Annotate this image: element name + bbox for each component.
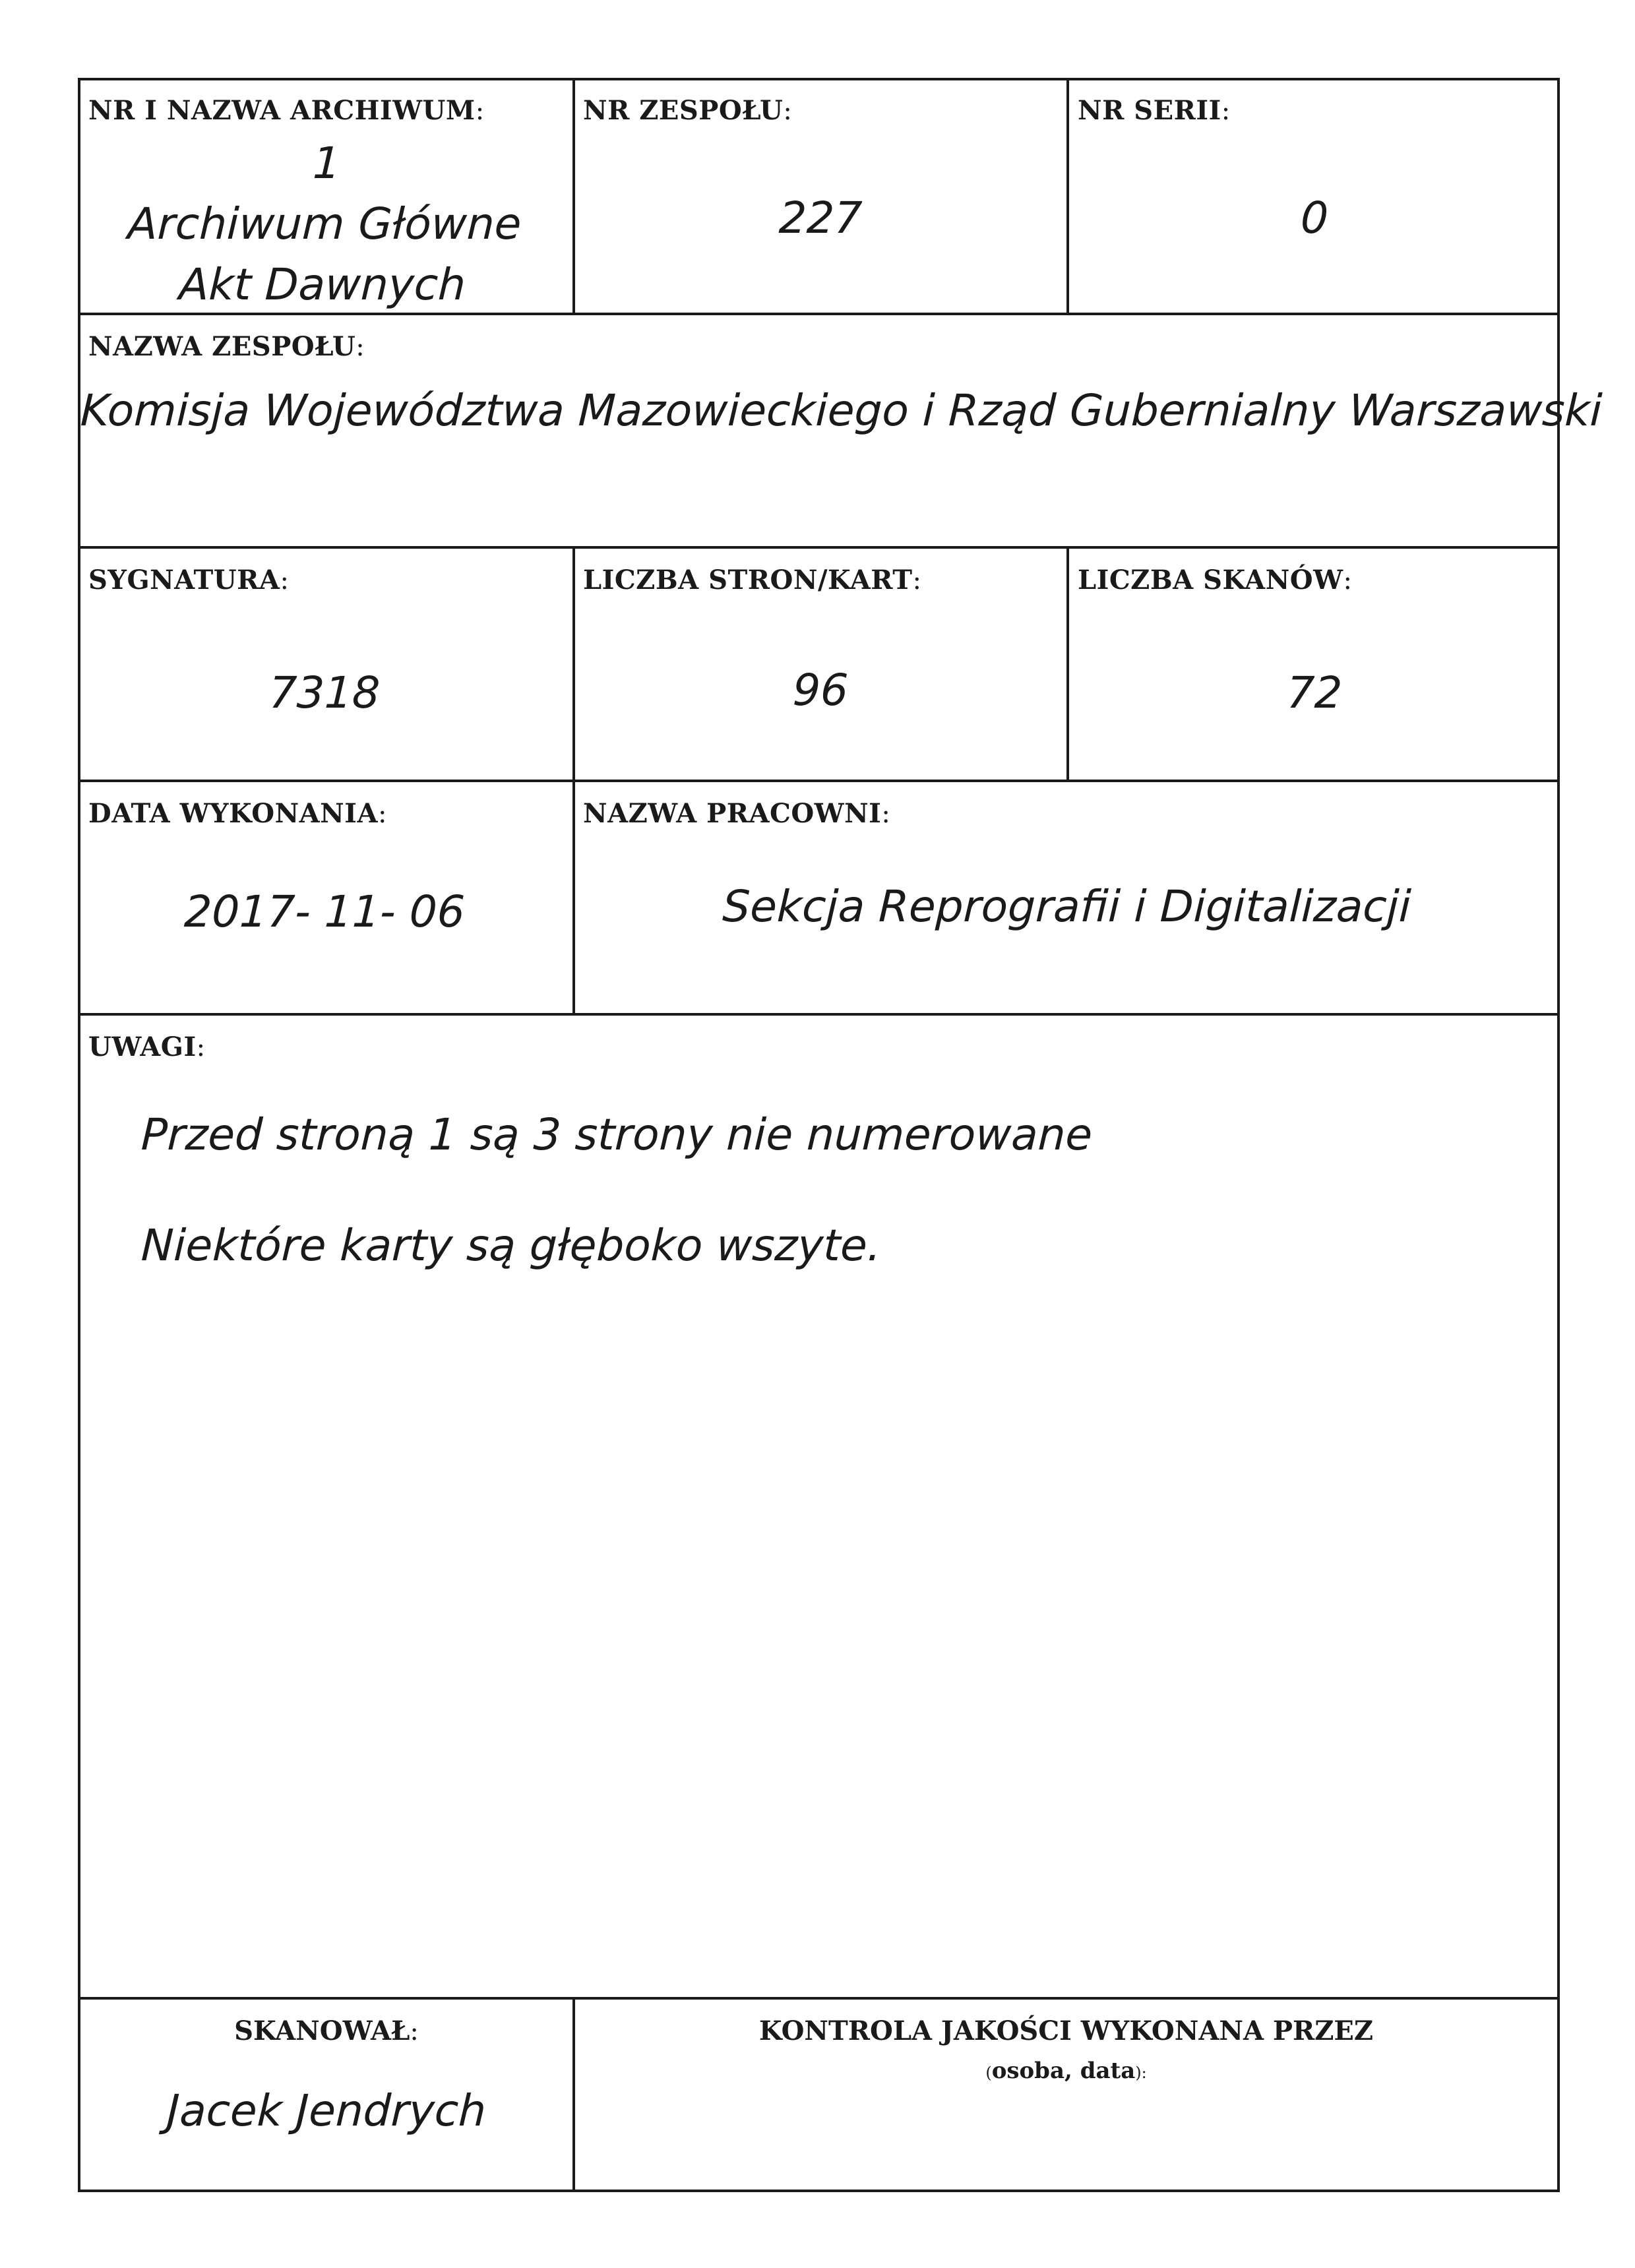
row-divider bbox=[80, 546, 1557, 549]
col-divider bbox=[1066, 546, 1069, 780]
remarks-line-2: Niektóre karty są głęboko wszyte. bbox=[140, 1220, 882, 1271]
pages-value: 96 bbox=[791, 665, 849, 716]
archive-value: 1 Archiwum Główne Akt Dawnych bbox=[127, 138, 522, 310]
scanned-by-label: SKANOWAŁ: bbox=[234, 2015, 419, 2046]
quality-control-sub: (osoba, data): bbox=[985, 2058, 1147, 2084]
col-divider bbox=[572, 546, 575, 780]
row-divider bbox=[80, 780, 1557, 782]
pages-label: LICZBA STRON/KART: bbox=[583, 565, 922, 596]
series-no-value: 0 bbox=[1299, 193, 1330, 243]
remarks-line-1: Przed stroną 1 są 3 strony nie numerowane bbox=[140, 1109, 1094, 1160]
col-divider bbox=[572, 80, 575, 313]
fonds-no-label: NR ZESPOŁU: bbox=[583, 95, 793, 126]
series-no-label: NR SERII: bbox=[1078, 95, 1231, 126]
archive-label: NR I NAZWA ARCHIWUM: bbox=[88, 95, 485, 126]
signature-label: SYGNATURA: bbox=[88, 565, 290, 596]
fonds-name-value: Komisja Województwa Mazowieckiego i Rząd Gubernialny Warszawski bbox=[79, 385, 1603, 436]
scans-label: LICZBA SKANÓW: bbox=[1078, 565, 1353, 596]
scans-value: 72 bbox=[1285, 667, 1343, 718]
row-divider bbox=[80, 1997, 1557, 2000]
col-divider bbox=[1066, 80, 1069, 313]
scanned-by-value: Jacek Jendrych bbox=[166, 2085, 487, 2136]
remarks-label: UWAGI: bbox=[88, 1031, 206, 1062]
metadata-form bbox=[78, 78, 1603, 2192]
date-value: 2017- 11- 06 bbox=[183, 886, 466, 937]
signature-value: 7318 bbox=[268, 667, 381, 718]
workshop-value: Sekcja Reprografii i Digitalizacji bbox=[722, 881, 1412, 932]
fonds-name-label: NAZWA ZESPOŁU: bbox=[88, 331, 365, 362]
quality-control-label: KONTROLA JAKOŚCI WYKONANA PRZEZ bbox=[758, 2015, 1374, 2046]
col-divider bbox=[572, 780, 575, 1013]
workshop-label: NAZWA PRACOWNI: bbox=[583, 798, 891, 829]
row-divider bbox=[80, 1013, 1557, 1016]
date-label: DATA WYKONANIA: bbox=[88, 798, 387, 829]
fonds-no-value: 227 bbox=[778, 193, 863, 243]
